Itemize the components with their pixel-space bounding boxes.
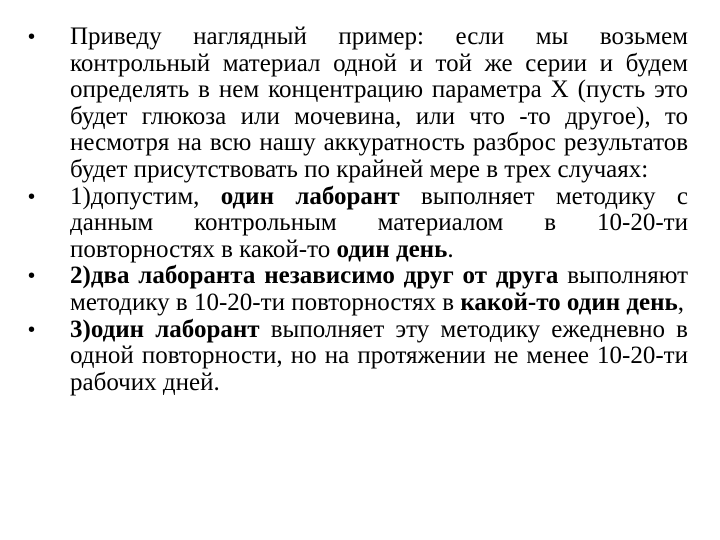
bullet-icon: •: [28, 265, 36, 288]
bullet-text: Приведу наглядный пример: если мы возьмем контрольный материал одной и той же серии и будем определять в нем концентрацию параметра Х (пусть это будет глюкоза или мочевина, или что -то другое), то несмотря на всю нашу аккуратность разброс результатов будет присутствовать по крайней мере в трех случаях:: [70, 23, 688, 183]
bullet-list: [28, 24, 688, 396]
bullet-item-2: [28, 184, 688, 264]
bullet-text-emphasis: один лаборант: [220, 182, 400, 210]
bullet-text: выполняет эту методику ежедневно в одной повторности, но на протяжении не менее 10-20-ти рабочих дней.: [70, 315, 688, 396]
bullet-text-emphasis: какой-то один день: [460, 288, 678, 316]
bullet-text-emphasis: 2)два лаборанта независимо друг от друга: [70, 262, 559, 290]
bullet-icon: •: [28, 26, 36, 48]
bullet-icon: •: [28, 318, 36, 341]
bullet-text: 1)допустим,: [70, 182, 221, 210]
bullet-text-emphasis: один день: [336, 235, 448, 263]
bullet-item-1: [28, 24, 688, 184]
bullet-text-emphasis: 3)один лаборант: [70, 315, 260, 343]
bullet-icon: •: [28, 185, 36, 208]
bullet-text: выполняет методику с данным контрольным материалом в 10-20-ти повторностях в какой-то: [70, 182, 688, 263]
bullet-text: выполняют методику в 10-20-ти повторностях в: [70, 262, 689, 316]
bullet-item-4: [28, 317, 688, 397]
bullet-text: .: [447, 235, 454, 263]
bullet-text: ,: [677, 288, 684, 316]
bullet-item-3: [28, 263, 688, 316]
